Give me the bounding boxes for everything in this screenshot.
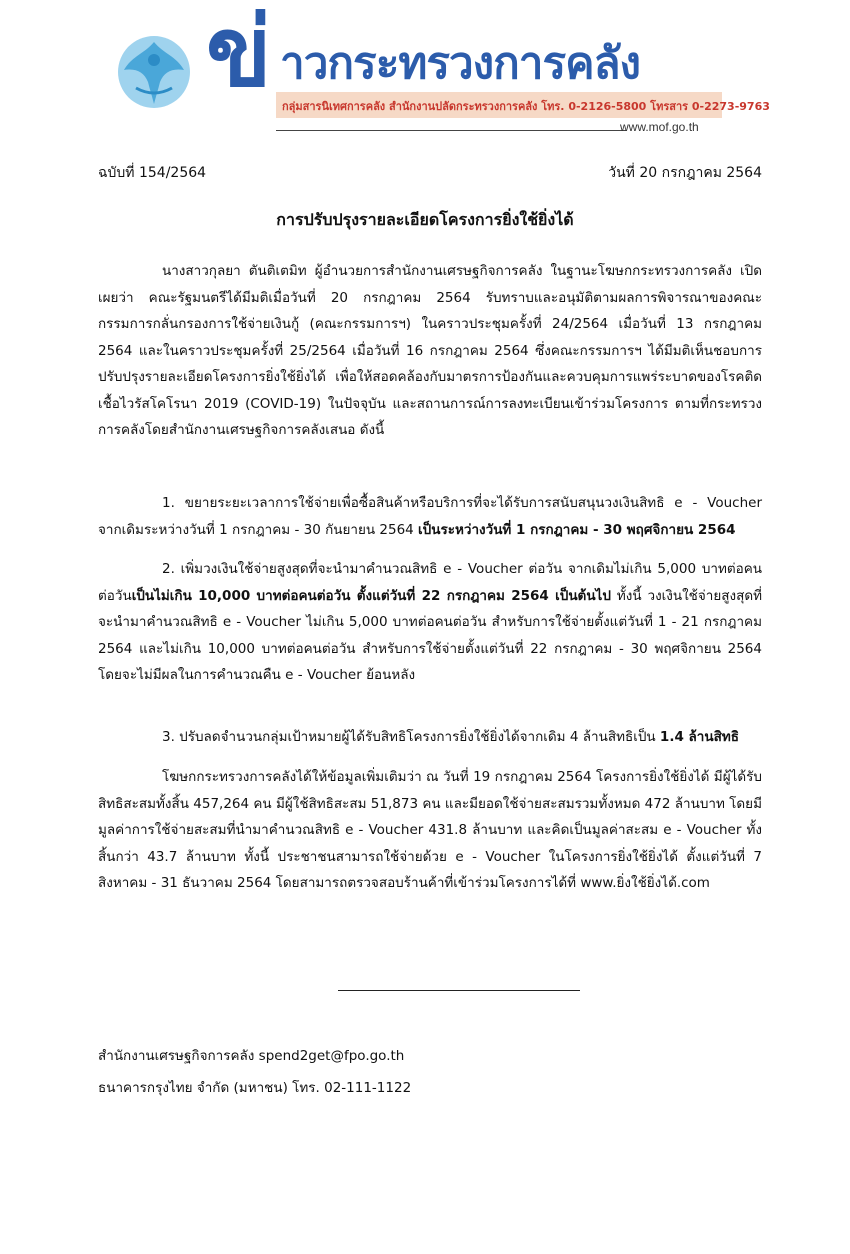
item-3 [98,724,762,751]
summary-paragraph [98,764,762,897]
item-1 [98,490,762,543]
contact-bar [276,92,770,118]
masthead-mark: ข่ [206,0,272,108]
page-title: การปรับปรุงรายละเอียดโครงการยิ่งใช้ยิ่งได้ [276,210,574,229]
item-2-bold: เป็นไม่เกิน 10,000 บาทต่อคนต่อวัน ตั้งแต่วันที่ 22 กรกฎาคม 2564 เป็นต้นไป [131,587,611,604]
contact-text: กลุ่มสารนิเทศการคลัง สำนักงานปลัดกระทรวงการคลัง โทร. 0-2126-5800 โทรสาร 0-2273-9763 [282,100,770,113]
footer-contact-2: ธนาคารกรุงไทย จำกัด (มหาชน) โทร. 02-111-1122 [98,1080,412,1096]
garuda-emblem-icon [114,32,194,112]
item-2-text-b: ทั้งนี้ วงเงินใช้จ่ายสูงสุดที่จะนำมาคำนวณสิทธิ e - Voucher ไม่เกิน 5,000 บาทต่อคนต่อวัน สำหรับการใช้จ่ายตั้งแต่วันที่ 1 - 21 กรกฎาคม 2564 และไม่เกิน 10,000 บาทต่อคนต่อวัน สำหรับการใช้จ่ายตั้งแต่วันที่ 22 กรกฎาคม - 30 พฤศจิกายน 2564 โดยจะไม่มีผลในการคำนวณคืน e - Voucher ย้อนหลัง [98,587,762,683]
item-1-text: 1. ขยายระยะเวลาการใช้จ่ายเพื่อซื้อสินค้าหรือบริการที่จะได้รับการสนับสนุนวงเงินสิทธิ e - Voucher จากเดิมระหว่างวันที่ 1 กรกฎาคม - 30 กันยายน 2564 [98,495,762,538]
intro-paragraph [98,258,762,444]
issue-number: ฉบับที่ 154/2564 [98,165,207,181]
summary-text: โฆษกกระทรวงการคลังได้ให้ข้อมูลเพิ่มเติมว่า ณ วันที่ 19 กรกฎาคม 2564 โครงการยิ่งใช้ยิ่งได้ มีผู้ได้รับสิทธิสะสมทั้งสิ้น 457,264 คน มีผู้ใช้สิทธิสะสม 51,873 คน และมียอดใช้จ่ายสะสมรวมทั้งหมด 472 ล้านบาท โดยมีมูลค่าการใช้จ่ายสะสมที่นำมาคำนวณสิทธิ e - Voucher 431.8 ล้านบาท และคิดเป็นมูลค่าสะสม e - Voucher ทั้งสิ้นกว่า 43.7 ล้านบาท ทั้งนี้ ประชาชนสามารถใช้จ่ายด้วย e - Voucher ในโครงการยิ่งใช้ยิ่งได้ ตั้งแต่วันที่ 7 สิงหาคม - 31 ธันวาคม 2564 โดยสามารถตรวจสอบร้านค้าที่เข้าร่วมโครงการได้ที่ www.ยิ่งใช้ยิ่งได้.com [98,769,762,891]
item-2-text-a: 2. เพิ่มวงเงินใช้จ่ายสูงสุดที่จะนำมาคำนวณสิทธิ e - Voucher ต่อวัน จากเดิมไม่เกิน 5,000 บาทต่อคนต่อวัน [98,561,762,604]
issue-date: วันที่ 20 กรกฎาคม 2564 [608,165,762,181]
item-2 [98,556,762,689]
item-3-bold: 1.4 ล้านสิทธิ [659,729,739,745]
footer-contact-1: สำนักงานเศรษฐกิจการคลัง spend2get@fpo.go.th [98,1048,405,1064]
item-1-bold: เป็นระหว่างวันที่ 1 กรกฎาคม - 30 พฤศจิกายน 2564 [418,521,736,538]
item-3-text: 3. ปรับลดจำนวนกลุ่มเป้าหมายผู้ได้รับสิทธิโครงการยิ่งใช้ยิ่งได้จากเดิม 4 ล้านสิทธิเป็น [162,729,660,745]
footer-divider [338,990,580,991]
letterhead [110,0,770,135]
header-rule [276,130,626,131]
masthead-title: าวกระทรวงการคลัง [280,38,641,89]
intro-text: นางสาวกุลยา ตันติเตมิท ผู้อำนวยการสำนักงานเศรษฐกิจการคลัง ในฐานะโฆษกกระทรวงการคลัง เปิดเผยว่า คณะรัฐมนตรีได้มีมติเมื่อวันที่ 20 กรกฎาคม 2564 รับทราบและอนุมัติตามผลการพิจารณาของคณะกรรมการกลั่นกรองการใช้จ่ายเงินกู้ (คณะกรรมการฯ) ในคราวประชุมครั้งที่ 24/2564 เมื่อวันที่ 13 กรกฎาคม 2564 และในคราวประชุมครั้งที่ 25/2564 เมื่อวันที่ 16 กรกฎาคม 2564 ซึ่งคณะกรรมการฯ ได้มีมติเห็นชอบการปรับปรุงรายละเอียดโครงการยิ่งใช้ยิ่งได้ เพื่อให้สอดคล้องกับมาตรการป้องกันและควบคุมการแพร่ระบาดของโรคติดเชื้อไวรัสโคโรนา 2019 (COVID-19) ในปัจจุบัน และสถานการณ์การลงทะเบียนเข้าร่วมโครงการ ตามที่กระทรวงการคลังโดยสำนักงานเศรษฐกิจการคลังเสนอ ดังนี้ [98,263,762,438]
website-link[interactable]: www.mof.go.th [620,120,699,134]
